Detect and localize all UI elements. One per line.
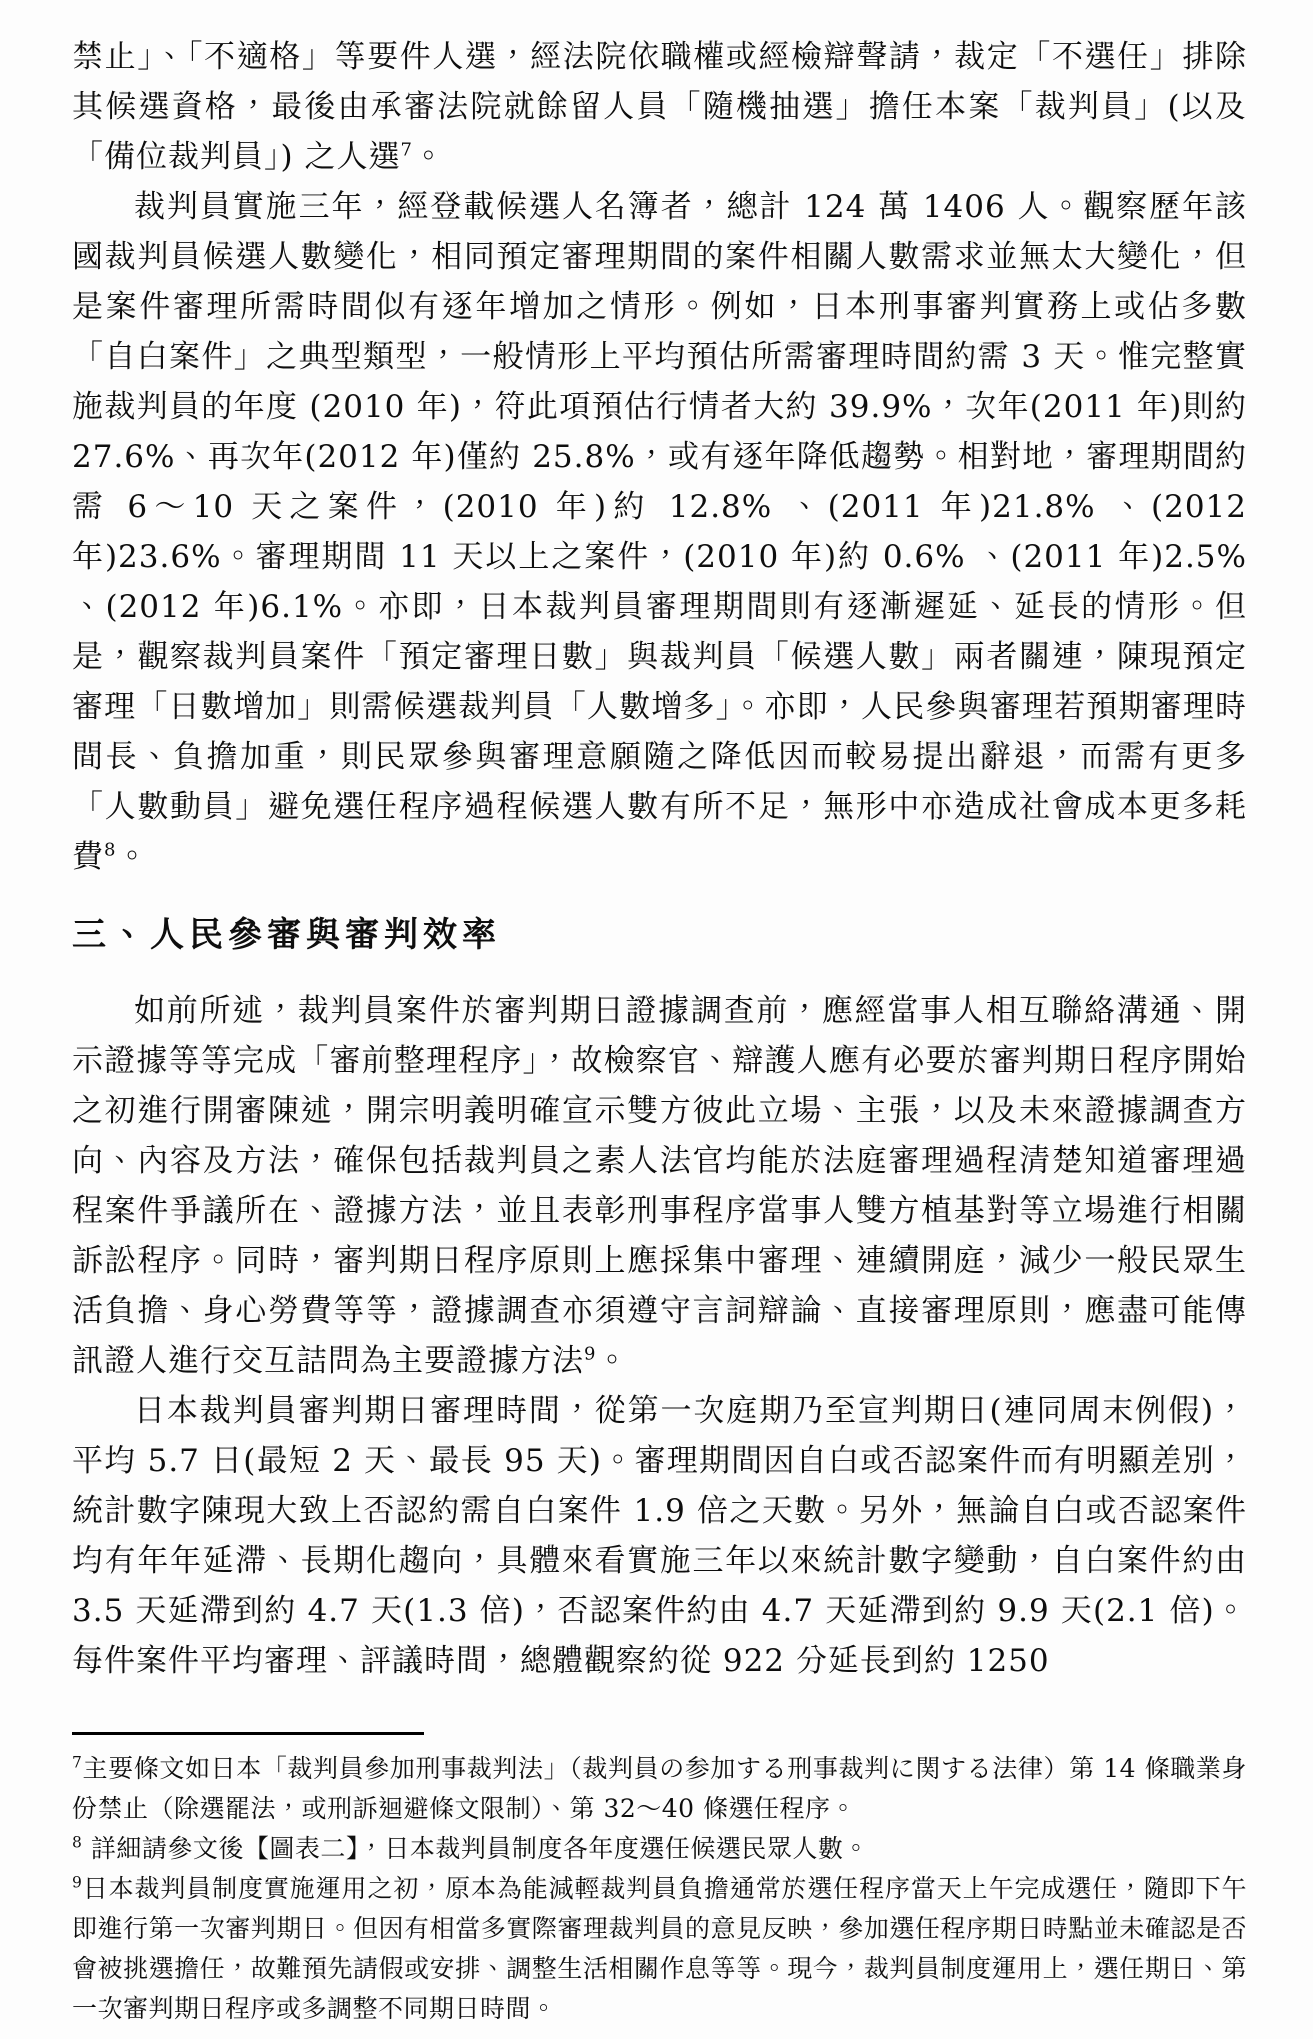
paragraph-3-tail: 。: [596, 1343, 629, 1379]
paragraph-2-text: 裁判員實施三年，經登載候選人名簿者，總計 124 萬 1406 人。觀察歷年該國裁判員候選人數變化，相同預定審理期間的案件相關人數需求並無太大變化，但是案件審理所需時間似有逐年增加之情形。例如，日本刑事審判實務上或佔多數「自白案件」之典型類型，一般情形上平均預估所需審理時間約需 3 天。惟完整實施裁判員的年度 (2010 年)，符此項預估行情者大約 39.9%，次年(2011 年)則約 27.6%、再次年(2012 年)僅約 25.8%，或有逐年降低趨勢。相對地，審理期間約需 6～10 天之案件，(2010 年)約 12.8% 、(2011 年)21.8% 、(2012 年)23.6%。審理期間 11 天以上之案件，(2010 年)約 0.6% 、(2011 年)2.5% 、(2012 年)6.1%。亦即，日本裁判員審理期間則有逐漸遲延、延長的情形。但是，觀察裁判員案件「預定審理日數」與裁判員「候選人數」兩者關連，陳現預定審理「日數增加」則需候選裁判員「人數增多」。亦即，人民參與審理若預期審理時間長、負擔加重，則民眾參與審理意願隨之降低因而較易提出辭退，而需有更多「人數動員」避免選任程序過程候選人數有所不足，無形中亦造成社會成本更多耗費: [72, 189, 1247, 875]
footnote-7-marker: 7: [72, 1753, 83, 1772]
footnote-9-text: 日本裁判員制度實施運用之初，原本為能減輕裁判員負擔通常於選任程序當天上午完成選任，隨即下午即進行第一次審判期日。但因有相當多實際審理裁判員的意見反映，參加選任程序期日時點並未確認是否會被挑選擔任，故難預先請假或安排、調整生活相關作息等等。現今，裁判員制度運用上，選任期日、第一次審判期日程序或多調整不同期日時間。: [72, 1874, 1247, 2023]
footnote-ref-8: 8: [104, 839, 117, 861]
paragraph-4-text: 日本裁判員審判期日審理時間，從第一次庭期乃至宣判期日(連同周末例假)，平均 5.7 日(最短 2 天、最長 95 天)。審理期間因自白或否認案件而有明顯差別，統計數字陳現大致上否認約需自白案件 1.9 倍之天數。另外，無論自白或否認案件均有年年延滯、長期化趨向，具體來看實施三年以來統計數字變動，自白案件約由 3.5 天延滯到約 4.7 天(1.3 倍)，否認案件約由 4.7 天延滯到約 9.9 天(2.1 倍)。每件案件平均審理、評議時間，總體觀察約從 922 分延長到約 1250: [72, 1393, 1247, 1679]
paragraph-4: [72, 1386, 1247, 1686]
footnote-8-marker: 8: [72, 1833, 83, 1852]
footnote-7-text: 主要條文如日本「裁判員參加刑事裁判法」（裁判員の参加する刑事裁判に関する法律）第 14 條職業身份禁止（除選罷法，或刑訴迴避條文限制）、第 32～40 條選任程序。: [72, 1754, 1247, 1823]
paragraph-3: [72, 986, 1247, 1386]
paragraph-1: [72, 32, 1247, 182]
paragraph-1-text: 禁止」、「不適格」等要件人選，經法院依職權或經檢辯聲請，裁定「不選任」排除其候選資格，最後由承審法院就餘留人員「隨機抽選」擔任本案「裁判員」(以及「備位裁判員」) 之人選: [72, 39, 1247, 175]
footnote-ref-9: 9: [584, 1343, 597, 1365]
body-text: [72, 32, 1247, 1686]
footnote-ref-7: 7: [400, 139, 413, 161]
footnotes-section: [72, 1732, 1247, 2029]
footnote-separator: [72, 1732, 424, 1735]
paragraph-2-tail: 。: [116, 839, 149, 875]
section-heading: 三、人民參審與審判效率: [72, 915, 501, 955]
footnote-8-text: 詳細請參文後【圖表二】，日本裁判員制度各年度選任候選民眾人數。: [82, 1834, 869, 1863]
paragraph-1-tail: 。: [412, 139, 445, 175]
paragraph-2: [72, 182, 1247, 882]
footnote-9: [72, 1869, 1247, 2029]
footnote-7: [72, 1749, 1247, 1829]
paragraph-3-text: 如前所述，裁判員案件於審判期日證據調查前，應經當事人相互聯絡溝通、開示證據等等完成「審前整理程序」，故檢察官、辯護人應有必要於審判期日程序開始之初進行開審陳述，開宗明義明確宣示雙方彼此立場、主張，以及未來證據調查方向、內容及方法，確保包括裁判員之素人法官均能於法庭審理過程清楚知道審理過程案件爭議所在、證據方法，並且表彰刑事程序當事人雙方植基對等立場進行相關訴訟程序。同時，審判期日程序原則上應採集中審理、連續開庭，減少一般民眾生活負擔、身心勞費等等，證據調查亦須遵守言詞辯論、直接審理原則，應盡可能傳訊證人進行交互詰問為主要證據方法: [72, 993, 1247, 1379]
footnote-8: [72, 1829, 1247, 1869]
footnote-9-marker: 9: [72, 1873, 83, 1892]
